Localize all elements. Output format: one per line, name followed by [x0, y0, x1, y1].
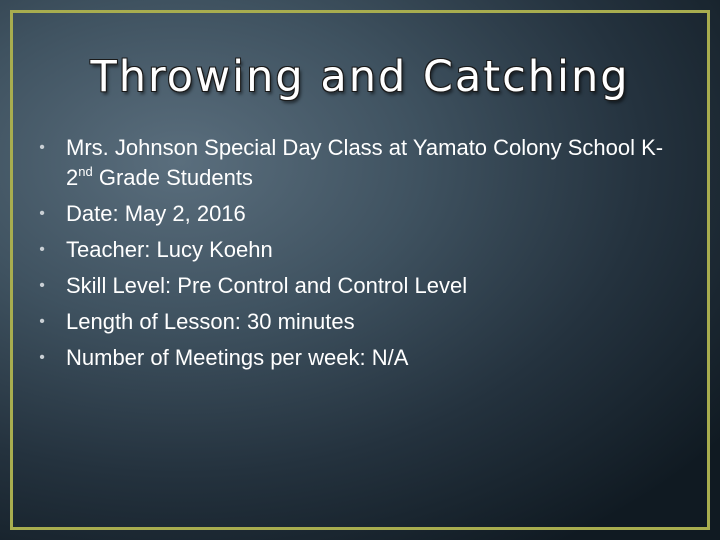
bullet-icon: •: [39, 349, 45, 366]
bullet-item-meetings: [32, 343, 672, 373]
bullet-item-lesson-length: [32, 307, 672, 337]
bullet-icon: •: [39, 205, 45, 222]
bullet-list: [32, 133, 672, 379]
bullet-item-teacher: [32, 235, 672, 265]
bullet-text: Length of Lesson: 30 minutes: [66, 309, 355, 334]
bullet-icon: •: [39, 313, 45, 330]
bullet-item-class: [32, 133, 672, 193]
slide-title: Throwing and Catching: [90, 52, 630, 102]
bullet-icon: •: [39, 241, 45, 258]
ordinal-suffix: nd: [78, 163, 93, 179]
bullet-text-continued: Grade Students: [92, 165, 253, 190]
bullet-text: Number of Meetings per week: N/A: [66, 345, 409, 370]
bullet-icon: •: [39, 277, 45, 294]
bullet-text: Teacher: Lucy Koehn: [66, 237, 273, 262]
bullet-item-date: [32, 199, 672, 229]
bullet-text: Mrs. Johnson Special Day Class at Yamato Colony School K-2: [66, 135, 664, 190]
bullet-text: Date: May 2, 2016: [66, 201, 246, 226]
bullet-text: Skill Level: Pre Control and Control Level: [66, 273, 468, 298]
bullet-icon: •: [39, 139, 45, 156]
bullet-item-skill-level: [32, 271, 672, 301]
